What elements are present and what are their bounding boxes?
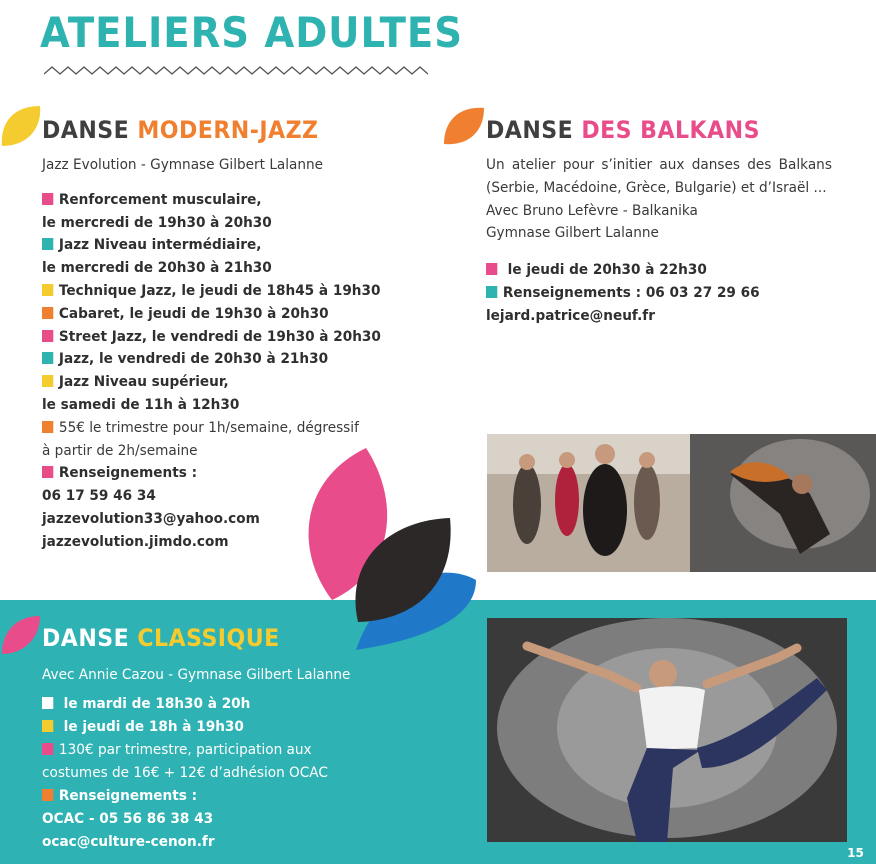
title-word-classique: CLASSIQUE: [137, 624, 280, 652]
pink-square-bullet-icon: [42, 193, 53, 205]
pink-square-bullet-icon: [486, 263, 497, 275]
orange-square-bullet-icon: [42, 789, 53, 801]
title-word-des-balkans: DES BALKANS: [581, 116, 760, 144]
jazz-schedule-line-text: Cabaret, le jeudi de 19h30 à 20h30: [58, 305, 329, 322]
balkans-schedule-line: [486, 305, 811, 328]
jazz-schedule-line-text: le mercredi de 19h30 à 20h30: [42, 214, 272, 231]
classique-schedule-line: [42, 785, 437, 808]
jazz-schedule-line: [42, 234, 399, 257]
classique-details: [42, 664, 437, 854]
ballet-dancer-leap-photo: [487, 618, 847, 842]
jazz-schedule-line: [42, 280, 399, 303]
balkans-schedule-line-text: le jeudi de 20h30 à 22h30: [502, 262, 707, 279]
classique-schedule-line: [42, 739, 437, 762]
balkan-folk-dance-photo: [487, 434, 690, 572]
classique-schedule-line-text: le jeudi de 18h à 19h30: [58, 719, 244, 735]
jazz-schedule-line-text: le samedi de 11h à 12h30: [42, 396, 240, 413]
jazz-schedule-line-text: Renseignements :: [58, 465, 198, 482]
title-word-danse: DANSE: [42, 116, 138, 144]
classique-schedule-line: [42, 716, 437, 739]
jazz-schedule-line: [42, 212, 399, 235]
jazz-schedule-line-text: le mercredi de 20h30 à 21h30: [42, 260, 272, 277]
modern-jazz-subtitle: Jazz Evolution - Gymnase Gilbert Lalanne: [42, 157, 324, 173]
jazz-schedule-line-text: jazzevolution.jimdo.com: [42, 533, 229, 550]
balkans-details: [486, 154, 832, 328]
balkans-schedule-list: [486, 259, 811, 327]
hip-hop-dancer-photo: [690, 434, 876, 572]
title-word-modern-jazz: MODERN-JAZZ: [137, 116, 319, 144]
balkans-schedule-line-text: Renseignements : 06 03 27 29 66: [502, 284, 760, 301]
white-square-bullet-icon: [42, 697, 53, 709]
classique-schedule-list: [42, 693, 437, 854]
yellow-leaf-icon: [0, 104, 42, 148]
pink-square-bullet-icon: [42, 743, 53, 755]
jazz-schedule-line-text: Jazz Niveau intermédiaire,: [58, 237, 262, 254]
jazz-schedule-line: [42, 303, 399, 326]
jazz-schedule-line-text: Technique Jazz, le jeudi de 18h45 à 19h30: [58, 282, 381, 299]
jazz-schedule-line: [42, 348, 399, 371]
classique-schedule-line-text: costumes de 16€ + 12€ d’adhésion OCAC: [42, 765, 328, 781]
jazz-schedule-line: [42, 257, 399, 280]
pink-square-bullet-icon: [42, 466, 53, 478]
balkans-schedule-line: [486, 282, 811, 305]
teal-square-bullet-icon: [486, 286, 497, 298]
title-word-danse: DANSE: [486, 116, 582, 144]
pink-leaf-icon: [0, 614, 42, 656]
classique-schedule-line-text: Renseignements :: [58, 788, 198, 804]
section-title-modern-jazz: [42, 116, 319, 144]
classique-schedule-line: [42, 693, 437, 716]
balkans-schedule-line: [486, 259, 811, 282]
section-title-classique: [42, 624, 280, 652]
zigzag-divider: [44, 64, 428, 78]
classique-schedule-line: [42, 831, 437, 854]
orange-square-bullet-icon: [42, 421, 53, 433]
jazz-schedule-line-text: Renforcement musculaire,: [58, 191, 262, 208]
jazz-schedule-line: [42, 371, 399, 394]
classique-subtitle: Avec Annie Cazou - Gymnase Gilbert Lalanne: [42, 667, 351, 683]
classique-schedule-line: [42, 808, 437, 831]
teal-square-bullet-icon: [42, 352, 53, 364]
classique-schedule-line-text: le mardi de 18h30 à 20h: [58, 696, 251, 712]
jazz-schedule-line-text: 55€ le trimestre pour 1h/semaine, dégressif: [58, 419, 359, 436]
orange-leaf-icon: [442, 104, 486, 146]
page-title: ATELIERS ADULTES: [40, 8, 463, 57]
yellow-square-bullet-icon: [42, 720, 53, 732]
balkans-description: Un atelier pour s’initier aux danses des Balkans (Serbie, Macédoine, Grèce, Bulgarie) et d’Israël ...: [486, 157, 832, 196]
balkans-venue: Gymnase Gilbert Lalanne: [486, 225, 659, 242]
title-word-danse: DANSE: [42, 624, 138, 652]
jazz-schedule-line: [42, 326, 399, 349]
jazz-schedule-line-text: Jazz, le vendredi de 20h30 à 21h30: [58, 351, 329, 368]
pink-square-bullet-icon: [42, 330, 53, 342]
jazz-schedule-line-text: à partir de 2h/semaine: [42, 442, 198, 459]
jazz-schedule-line: [42, 394, 399, 417]
balkans-schedule-line-text: lejard.patrice@neuf.fr: [486, 307, 655, 324]
section-title-balkans: [486, 116, 760, 144]
classique-schedule-line-text: 130€ par trimestre, participation aux: [58, 742, 312, 758]
decorative-leaves-icon: [300, 440, 480, 650]
teal-square-bullet-icon: [42, 238, 53, 250]
balkans-teacher: Avec Bruno Lefèvre - Balkanika: [486, 202, 698, 219]
jazz-schedule-line: [42, 189, 399, 212]
jazz-schedule-line-text: jazzevolution33@yahoo.com: [42, 510, 260, 527]
orange-square-bullet-icon: [42, 307, 53, 319]
classique-schedule-line-text: OCAC - 05 56 86 38 43: [42, 811, 214, 827]
classique-schedule-line-text: ocac@culture-cenon.fr: [42, 834, 215, 850]
yellow-square-bullet-icon: [42, 284, 53, 296]
jazz-schedule-line: [42, 417, 399, 440]
yellow-square-bullet-icon: [42, 375, 53, 387]
jazz-schedule-line-text: Jazz Niveau supérieur,: [58, 374, 229, 391]
classique-schedule-line: [42, 762, 437, 785]
page-number: 15: [835, 842, 876, 864]
jazz-schedule-line-text: 06 17 59 46 34: [42, 488, 156, 505]
jazz-schedule-line-text: Street Jazz, le vendredi de 19h30 à 20h30: [58, 328, 381, 345]
